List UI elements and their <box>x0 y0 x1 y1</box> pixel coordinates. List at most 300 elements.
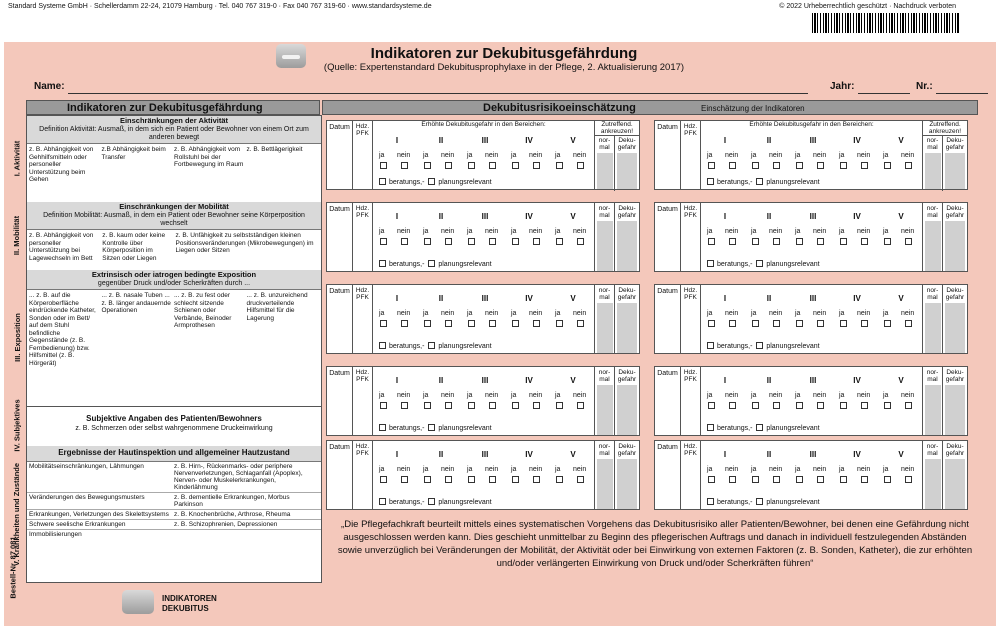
area-numeral: III <box>809 136 817 145</box>
ja-checkbox[interactable] <box>752 402 759 409</box>
nein-label: nein <box>725 466 739 473</box>
area-numeral: V <box>570 376 576 385</box>
nein-checkbox[interactable] <box>401 402 408 409</box>
ja-label: ja <box>555 466 561 473</box>
ja-checkbox[interactable] <box>512 402 519 409</box>
datum-cell[interactable]: Datum <box>655 367 681 435</box>
risk-block-6 <box>654 284 968 354</box>
ja-checkbox[interactable] <box>708 238 715 245</box>
nein-checkbox[interactable] <box>729 402 736 409</box>
gefahr-box[interactable] <box>945 303 965 353</box>
hdz-cell[interactable]: Hdz. PFK <box>681 203 701 271</box>
nein-checkbox[interactable] <box>729 476 736 483</box>
nein-label: nein <box>529 228 543 235</box>
patient-fields <box>4 80 996 94</box>
area-numeral: I <box>723 376 727 385</box>
nein-label: nein <box>441 152 455 159</box>
beratung-checkbox[interactable] <box>379 260 386 267</box>
area-numeral: II <box>766 294 772 303</box>
ja-checkbox[interactable] <box>752 476 759 483</box>
area-numeral: II <box>438 376 444 385</box>
nein-checkbox[interactable] <box>729 238 736 245</box>
datum-cell[interactable]: Datum <box>655 441 681 509</box>
gefahr-col: Deku-gefahr <box>617 205 637 219</box>
ja-checkbox[interactable] <box>884 320 891 327</box>
ja-checkbox[interactable] <box>512 476 519 483</box>
order-number: Bestell-Nr. 87 081 <box>8 535 18 599</box>
ja-checkbox[interactable] <box>424 238 431 245</box>
gefahr-box[interactable] <box>617 221 637 271</box>
area-numeral: V <box>570 212 576 221</box>
gefahr-col: Deku-gefahr <box>617 137 637 151</box>
ja-checkbox[interactable] <box>468 476 475 483</box>
planung-checkbox[interactable] <box>428 260 435 267</box>
area-numeral: IV <box>853 136 861 145</box>
area-numeral: II <box>766 450 772 459</box>
jahr-field[interactable] <box>858 93 910 94</box>
nein-label: nein <box>901 228 915 235</box>
nein-checkbox[interactable] <box>817 162 824 169</box>
bed-logo-icon <box>276 44 306 68</box>
normal-box[interactable] <box>925 153 941 189</box>
ja-checkbox[interactable] <box>468 402 475 409</box>
nein-checkbox[interactable] <box>729 320 736 327</box>
area-numeral: II <box>766 376 772 385</box>
gefahr-box[interactable] <box>945 153 965 189</box>
normal-box[interactable] <box>597 459 613 509</box>
ja-checkbox[interactable] <box>468 238 475 245</box>
ja-checkbox[interactable] <box>512 238 519 245</box>
ja-label: ja <box>883 310 889 317</box>
ja-checkbox[interactable] <box>380 162 387 169</box>
ja-label: ja <box>467 392 473 399</box>
hdz-cell[interactable]: Hdz. PFK <box>353 121 373 189</box>
ja-checkbox[interactable] <box>708 320 715 327</box>
ja-label: ja <box>883 466 889 473</box>
planung-checkbox[interactable] <box>428 342 435 349</box>
area-numeral: V <box>570 136 576 145</box>
ja-label: ja <box>379 228 385 235</box>
ja-checkbox[interactable] <box>512 162 519 169</box>
nein-checkbox[interactable] <box>905 238 912 245</box>
nein-checkbox[interactable] <box>489 320 496 327</box>
nein-checkbox[interactable] <box>577 476 584 483</box>
area-numeral: III <box>809 212 817 221</box>
nein-label: nein <box>441 466 455 473</box>
nein-checkbox[interactable] <box>401 320 408 327</box>
datum-cell[interactable]: Datum <box>655 203 681 271</box>
ja-checkbox[interactable] <box>840 162 847 169</box>
risk-block-9 <box>326 440 640 510</box>
ja-label: ja <box>751 392 757 399</box>
area-numeral: V <box>898 136 904 145</box>
risk-block-7 <box>326 366 640 436</box>
ja-checkbox[interactable] <box>884 238 891 245</box>
area-numeral: V <box>570 450 576 459</box>
ja-checkbox[interactable] <box>840 238 847 245</box>
normal-box[interactable] <box>925 385 941 435</box>
nein-label: nein <box>725 228 739 235</box>
nr-label: Nr.: <box>916 81 933 92</box>
nein-checkbox[interactable] <box>773 402 780 409</box>
nein-label: nein <box>769 392 783 399</box>
area-numeral: I <box>395 136 399 145</box>
hdz-cell[interactable]: Hdz. PFK <box>681 367 701 435</box>
beratung-checkbox[interactable] <box>379 178 386 185</box>
ja-checkbox[interactable] <box>468 162 475 169</box>
ja-label: ja <box>379 310 385 317</box>
gefahr-box[interactable] <box>617 459 637 509</box>
ja-label: ja <box>883 228 889 235</box>
nein-label: nein <box>769 310 783 317</box>
risk-areas <box>373 285 595 353</box>
section-mobilitaet: Einschränkungen der Mobilität Definition Mobilität: Ausmaß, in dem ein Patient oder Bewohner seine Körperposition wechselt z. B. Abhängigkeit von personeller Unterstützung bei Lagewechseln im Bett z. B. kaum oder keine Kontrolle über Körperposition im Sitzen oder Liegen z. B. Unfähigkeit zu selbstständigen kleinen Positionsveränderungen (Mikrobewegungen) im Liegen oder Sitzen <box>27 202 321 271</box>
normal-box[interactable] <box>925 303 941 353</box>
normal-box[interactable] <box>925 221 941 271</box>
ja-checkbox[interactable] <box>556 476 563 483</box>
nein-checkbox[interactable] <box>773 162 780 169</box>
hdz-cell[interactable]: Hdz. PFK <box>353 367 373 435</box>
planung-checkbox[interactable] <box>428 424 435 431</box>
normal-col: nor-mal <box>595 203 615 271</box>
nein-checkbox[interactable] <box>577 162 584 169</box>
ja-label: ja <box>795 152 801 159</box>
ja-label: ja <box>511 228 517 235</box>
nein-checkbox[interactable] <box>905 402 912 409</box>
nein-label: nein <box>485 466 499 473</box>
gefahr-box[interactable] <box>945 221 965 271</box>
risk-areas <box>373 367 595 435</box>
ja-label: ja <box>707 310 713 317</box>
ja-checkbox[interactable] <box>796 162 803 169</box>
ja-label: ja <box>839 392 845 399</box>
beratung-checkbox[interactable] <box>707 424 714 431</box>
ja-checkbox[interactable] <box>380 476 387 483</box>
hdz-cell[interactable]: Hdz. PFK <box>681 121 701 189</box>
area-numeral: III <box>481 376 489 385</box>
nein-checkbox[interactable] <box>905 162 912 169</box>
ja-label: ja <box>511 392 517 399</box>
area-numeral: III <box>809 376 817 385</box>
nein-checkbox[interactable] <box>533 320 540 327</box>
nein-checkbox[interactable] <box>861 476 868 483</box>
risk-areas <box>701 367 923 435</box>
planung-checkbox[interactable] <box>756 498 763 505</box>
ja-label: ja <box>379 392 385 399</box>
left-header: Indikatoren zur Dekubitusgefährdung <box>26 100 320 115</box>
section-subjektives: Subjektive Angaben des Patienten/Bewohners z. B. Schmerzen oder selbst wahrgenommene Druckeinwirkung <box>27 406 321 447</box>
nein-label: nein <box>813 310 827 317</box>
nein-label: nein <box>857 310 871 317</box>
form-subtitle: (Quelle: Expertenstandard Dekubitusprophylaxe in der Pflege, 2. Aktualisierung 2017) <box>323 62 685 73</box>
beratung-checkbox[interactable] <box>707 342 714 349</box>
nein-checkbox[interactable] <box>905 320 912 327</box>
planung-checkbox[interactable] <box>428 178 435 185</box>
area-numeral: III <box>809 294 817 303</box>
area-numeral: I <box>723 450 727 459</box>
ja-label: ja <box>751 228 757 235</box>
nein-checkbox[interactable] <box>445 320 452 327</box>
risk-areas <box>373 121 595 189</box>
ja-checkbox[interactable] <box>424 320 431 327</box>
nein-label: nein <box>901 392 915 399</box>
nein-checkbox[interactable] <box>533 162 540 169</box>
ja-checkbox[interactable] <box>796 238 803 245</box>
nein-label: nein <box>441 392 455 399</box>
nein-label: nein <box>397 228 411 235</box>
hdz-cell[interactable]: Hdz. PFK <box>353 285 373 353</box>
nein-label: nein <box>573 466 587 473</box>
relevance-options: beratungs,- planungsrelevant <box>379 424 492 432</box>
erhoeht-label: Erhöhte Dekubitusgefahr in den Bereichen: <box>749 121 874 128</box>
nein-checkbox[interactable] <box>861 238 868 245</box>
relevance-options: beratungs,- planungsrelevant <box>707 178 820 186</box>
area-numeral: III <box>481 136 489 145</box>
ja-checkbox[interactable] <box>796 402 803 409</box>
normal-col: nor-mal <box>923 367 943 435</box>
nein-checkbox[interactable] <box>861 320 868 327</box>
normal-col: nor-mal <box>923 135 943 191</box>
nein-checkbox[interactable] <box>577 320 584 327</box>
beratung-checkbox[interactable] <box>707 260 714 267</box>
ja-checkbox[interactable] <box>752 162 759 169</box>
planung-checkbox[interactable] <box>756 342 763 349</box>
nein-checkbox[interactable] <box>861 402 868 409</box>
nr-field[interactable] <box>936 93 988 94</box>
name-field[interactable] <box>68 93 808 94</box>
nein-checkbox[interactable] <box>401 476 408 483</box>
nein-checkbox[interactable] <box>773 476 780 483</box>
ja-checkbox[interactable] <box>752 238 759 245</box>
datum-cell[interactable]: Datum <box>327 121 353 189</box>
ja-checkbox[interactable] <box>556 320 563 327</box>
footer-bed-logo-icon <box>122 590 154 614</box>
ja-checkbox[interactable] <box>556 162 563 169</box>
ja-label: ja <box>751 152 757 159</box>
ja-checkbox[interactable] <box>884 476 891 483</box>
label-mobilitaet: II. Mobilität <box>12 215 22 255</box>
relevance-options: beratungs,- planungsrelevant <box>379 260 492 268</box>
area-numeral: V <box>898 212 904 221</box>
datum-cell[interactable]: Datum <box>327 203 353 271</box>
ja-label: ja <box>555 392 561 399</box>
publisher-info: Standard Systeme GmbH · Schellerdamm 22-24, 21079 Hamburg · Tel. 040 767 319-0 · Fax 040 767 319-60 · www.standardsysteme.de <box>8 3 432 10</box>
hdz-cell[interactable]: Hdz. PFK <box>353 441 373 509</box>
planung-checkbox[interactable] <box>756 424 763 431</box>
normal-box[interactable] <box>925 459 941 509</box>
area-numeral: V <box>898 450 904 459</box>
gefahr-box[interactable] <box>945 459 965 509</box>
nein-label: nein <box>397 310 411 317</box>
ja-checkbox[interactable] <box>708 402 715 409</box>
nein-checkbox[interactable] <box>817 476 824 483</box>
nein-checkbox[interactable] <box>817 402 824 409</box>
nein-label: nein <box>901 152 915 159</box>
beratung-checkbox[interactable] <box>707 178 714 185</box>
nein-label: nein <box>573 152 587 159</box>
area-numeral: IV <box>525 212 533 221</box>
nein-checkbox[interactable] <box>445 162 452 169</box>
risk-block-1 <box>326 120 640 190</box>
nein-checkbox[interactable] <box>489 402 496 409</box>
area-numeral: IV <box>525 450 533 459</box>
nein-checkbox[interactable] <box>489 162 496 169</box>
hdz-cell[interactable]: Hdz. PFK <box>681 441 701 509</box>
nein-checkbox[interactable] <box>773 238 780 245</box>
nein-checkbox[interactable] <box>489 476 496 483</box>
area-numeral: I <box>395 294 399 303</box>
ja-checkbox[interactable] <box>424 402 431 409</box>
nein-label: nein <box>573 228 587 235</box>
label-krankheiten: V. Krankheiten und Zustände <box>12 462 22 566</box>
ja-label: ja <box>707 152 713 159</box>
ja-label: ja <box>423 310 429 317</box>
datum-cell[interactable]: Datum <box>655 121 681 189</box>
barcode <box>812 13 960 33</box>
nein-checkbox[interactable] <box>533 476 540 483</box>
beratung-checkbox[interactable] <box>379 342 386 349</box>
normal-box[interactable] <box>597 303 613 353</box>
gefahr-box[interactable] <box>617 153 637 189</box>
nein-checkbox[interactable] <box>401 162 408 169</box>
nein-checkbox[interactable] <box>817 238 824 245</box>
section-aktivitaet: Einschränkungen der Aktivität Definition Aktivität: Ausmaß, in dem sich ein Patient oder Bewohner von einem Ort zum anderen bewegt z. B. Abhängigkeit von Gehhilfsmitteln oder personeller Unterstützung beim Gehen z.B Abhängigkeit beim Transfer z. B. Abhängigkeit vom Rollstuhl bei der Fortbewegung im Raum z. B. Bettlägerigkeit <box>27 116 321 203</box>
nein-checkbox[interactable] <box>577 402 584 409</box>
ja-checkbox[interactable] <box>884 162 891 169</box>
nein-checkbox[interactable] <box>773 320 780 327</box>
nein-checkbox[interactable] <box>533 402 540 409</box>
ja-checkbox[interactable] <box>708 162 715 169</box>
normal-col: nor-mal <box>595 285 615 353</box>
datum-cell[interactable]: Datum <box>327 367 353 435</box>
nein-label: nein <box>397 392 411 399</box>
normal-box[interactable] <box>597 385 613 435</box>
datum-cell[interactable]: Datum <box>655 285 681 353</box>
zutreffend-label: Zutreffend. ankreuzen! <box>595 121 639 136</box>
nein-checkbox[interactable] <box>445 238 452 245</box>
nein-label: nein <box>397 466 411 473</box>
nein-label: nein <box>529 310 543 317</box>
ja-label: ja <box>555 310 561 317</box>
normal-box[interactable] <box>597 221 613 271</box>
ja-label: ja <box>555 228 561 235</box>
label-aktivitaet: I. Aktivität <box>12 140 22 176</box>
nein-label: nein <box>485 228 499 235</box>
ja-checkbox[interactable] <box>424 476 431 483</box>
nein-label: nein <box>441 310 455 317</box>
ja-checkbox[interactable] <box>512 320 519 327</box>
nein-checkbox[interactable] <box>445 476 452 483</box>
gefahr-box[interactable] <box>945 385 965 435</box>
ja-checkbox[interactable] <box>884 402 891 409</box>
ja-checkbox[interactable] <box>796 476 803 483</box>
ja-label: ja <box>795 310 801 317</box>
normal-col: nor-mal <box>923 285 943 353</box>
nein-checkbox[interactable] <box>445 402 452 409</box>
area-numeral: I <box>395 450 399 459</box>
section-exposition: Extrinsisch oder iatrogen bedingte Exposition gegenüber Druck und/oder Scherkräften durch ... ... z. B. auf die Körperoberfläche eindrückende Katheter, Sonden oder im Bett/ auf dem Stuhl befindliche Gegenstände (z. B. Fernbedienung) bzw. Hilfsmittel (z. B. Hörgerät) ... z. B. nasale Tuben ... z. B. länger andauernde Operationen ... z. B. zu fest oder schlecht sitzende Schienen oder Verbände, Beinoder Armprothesen ... z. B. unzureichend druckverteilende Hilfsmittel für die Lagerung <box>27 270 321 407</box>
area-numeral: I <box>395 212 399 221</box>
quote-text: „Die Pflegefachkraft beurteilt mittels eines systematischen Vorgehens das Dekubitusrisiko aller Patienten/Bewohner, bei denen eine Gefährdung nicht ausgeschlossen werden kann. Dies geschieht unmittelbar zu Beginn des pflegerischen Auftrags und danach in individuell festzulegenden Abständen sowie unverzüglich bei Veränderungen der Mobilität, der Aktivität oder bei Einwirkung von externen Faktoren (z. B. Sonden, Katheter), die zur erhöhten und/oder verlängerten Einwirkung von Druck und/oder Scherkräften führen“ <box>337 519 973 569</box>
ja-checkbox[interactable] <box>380 320 387 327</box>
nein-checkbox[interactable] <box>533 238 540 245</box>
nein-checkbox[interactable] <box>577 238 584 245</box>
ja-checkbox[interactable] <box>556 238 563 245</box>
ja-checkbox[interactable] <box>708 476 715 483</box>
right-header: Dekubitusrisikoeinschätzung Einschätzung der Indikatoren <box>322 100 978 115</box>
ja-label: ja <box>555 152 561 159</box>
area-numeral: IV <box>525 294 533 303</box>
ja-checkbox[interactable] <box>796 320 803 327</box>
nein-label: nein <box>769 152 783 159</box>
nein-label: nein <box>529 392 543 399</box>
gefahr-col: Deku-gefahr <box>617 443 637 457</box>
hdz-cell[interactable]: Hdz. PFK <box>681 285 701 353</box>
ja-checkbox[interactable] <box>380 402 387 409</box>
gefahr-box[interactable] <box>617 303 637 353</box>
beratung-checkbox[interactable] <box>379 424 386 431</box>
gefahr-box[interactable] <box>617 385 637 435</box>
area-numeral: I <box>395 376 399 385</box>
ja-checkbox[interactable] <box>752 320 759 327</box>
nein-checkbox[interactable] <box>729 162 736 169</box>
gefahr-col: Deku-gefahr <box>617 369 637 383</box>
risk-areas <box>701 121 923 189</box>
ja-checkbox[interactable] <box>556 402 563 409</box>
nein-label: nein <box>725 392 739 399</box>
ja-checkbox[interactable] <box>468 320 475 327</box>
area-numeral: IV <box>525 376 533 385</box>
relevance-options: beratungs,- planungsrelevant <box>707 342 820 350</box>
normal-box[interactable] <box>597 153 613 189</box>
nein-label: nein <box>769 228 783 235</box>
ja-label: ja <box>467 310 473 317</box>
beratung-checkbox[interactable] <box>707 498 714 505</box>
datum-cell[interactable]: Datum <box>327 285 353 353</box>
nein-checkbox[interactable] <box>401 238 408 245</box>
area-numeral: II <box>766 212 772 221</box>
ja-checkbox[interactable] <box>840 402 847 409</box>
nein-label: nein <box>813 152 827 159</box>
ja-checkbox[interactable] <box>380 238 387 245</box>
label-subjektives: IV. Subjektives <box>12 398 22 452</box>
nein-checkbox[interactable] <box>817 320 824 327</box>
normal-col: nor-mal <box>595 441 615 509</box>
planung-checkbox[interactable] <box>428 498 435 505</box>
risk-areas <box>701 285 923 353</box>
area-numeral: II <box>438 450 444 459</box>
beratung-checkbox[interactable] <box>379 498 386 505</box>
ja-checkbox[interactable] <box>424 162 431 169</box>
risk-block-3 <box>326 202 640 272</box>
ja-checkbox[interactable] <box>840 320 847 327</box>
gefahr-col: Deku-gefahr <box>945 137 965 151</box>
hdz-cell[interactable]: Hdz. PFK <box>353 203 373 271</box>
planung-checkbox[interactable] <box>756 260 763 267</box>
nein-checkbox[interactable] <box>905 476 912 483</box>
nein-checkbox[interactable] <box>489 238 496 245</box>
ja-label: ja <box>751 466 757 473</box>
nein-label: nein <box>813 466 827 473</box>
risk-block-10 <box>654 440 968 510</box>
ja-checkbox[interactable] <box>840 476 847 483</box>
gefahr-col: Deku-gefahr <box>945 443 965 457</box>
risk-block-5 <box>326 284 640 354</box>
ja-label: ja <box>751 310 757 317</box>
datum-cell[interactable]: Datum <box>327 441 353 509</box>
nein-checkbox[interactable] <box>861 162 868 169</box>
planung-checkbox[interactable] <box>756 178 763 185</box>
